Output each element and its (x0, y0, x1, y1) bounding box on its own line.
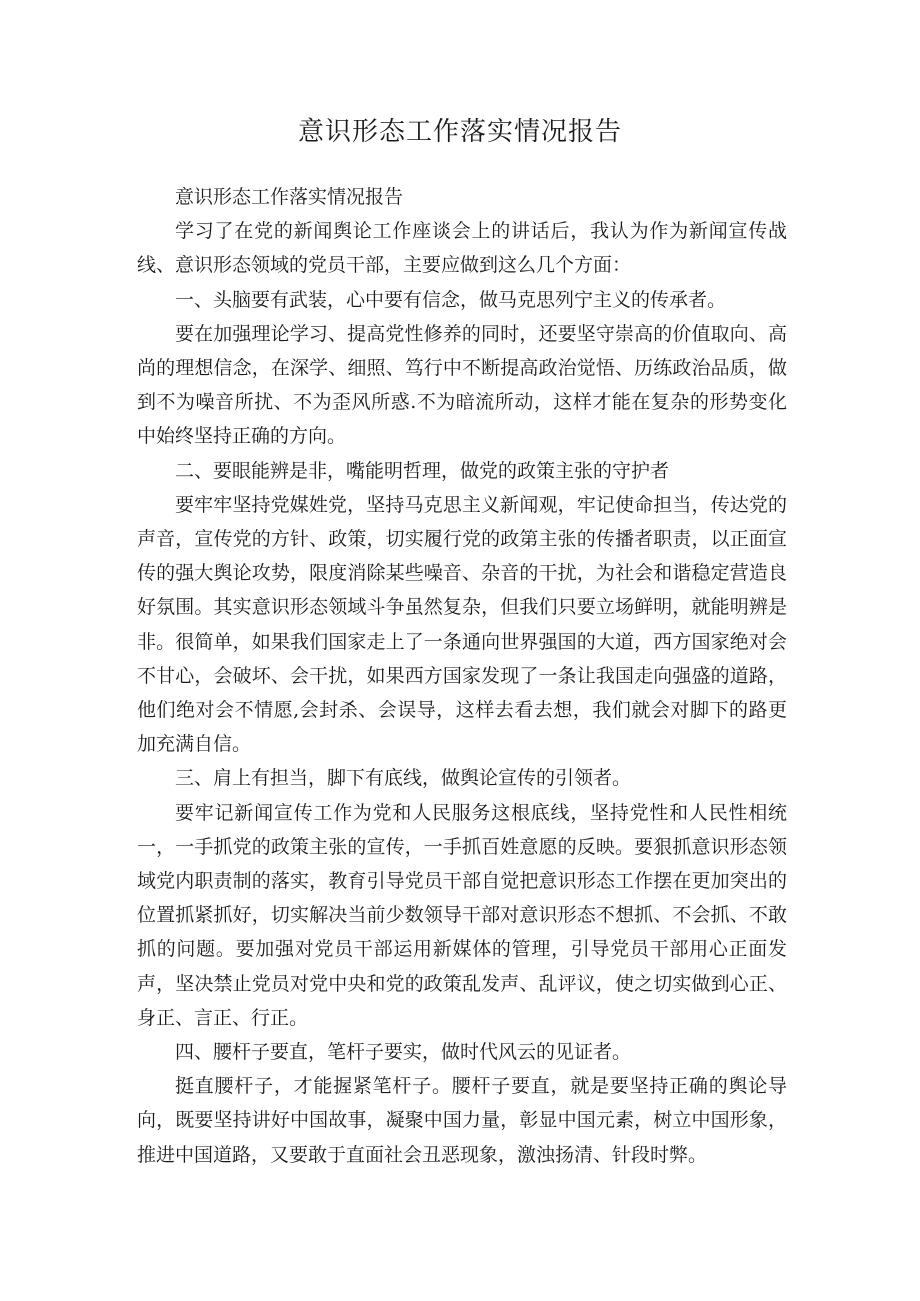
section-heading-3: 三、肩上有担当，脚下有底线，做舆论宣传的引领者。 (175, 767, 632, 790)
section-heading-1: 一、头脑要有武装，心中要有信念，做马克思列宁主义的传承者。 (175, 288, 727, 311)
paragraph-section-3: 要牢记新闻宣传工作为党和人民服务这根底线，坚持党性和人民性相统一，一手抓党的政策主张的宣传，一手抓百姓意愿的反映。要狠抓意识形态领域党内职责制的落实，教育引导党员干部自觉把意识形态工作摆在更加突出的位置抓紧抓好，切实解决当前少数领导干部对意识形态不想抓、不会抓、不敢抓的问题。要加强对党员干部运用新媒体的管理，引导党员干部用心正面发声，坚决禁止党员对党中央和党的政策乱发声、乱评议，使之切实做到心正、身正、言正、行正。 (137, 801, 787, 1029)
paragraph-section-1: 要在加强理论学习、提高党性修养的同时，还要坚守崇高的价值取向、高尚的理想信念，在深学、细照、笃行中不断提高政治觉悟、历练政治品质，做到不为噪音所扰、不为歪风所惑.不为暗流所动，这样才能在复杂的形势变化中始终坚持正确的方向。 (137, 322, 787, 448)
paragraph-section-2: 要牢牢坚持党媒姓党，坚持马克思主义新闻观，牢记使命担当，传达党的声音，宣传党的方针、政策，切实履行党的政第主张的传播者职责，以正面宣传的强大舆论攻势，限度消除某些噪音、杂音的干扰，为社会和谐稳定营造良好氛围。其实意识形态领域斗争虽然复杂，但我们只要立场鲜明，就能明辨是非。很简单，如果我们国家走上了一条通向世界强国的大道，西方国家绝对会不甘心，会破坏、会干扰，如果西方国家发现了一条让我国走向强盛的道路，他们绝对会不情愿,会封杀、会误导，这样去看去想，我们就会对脚下的路更加充满自信。 (137, 493, 787, 756)
document-title: 意识形态工作落实情况报告 (297, 117, 622, 147)
section-heading-4: 四、腰杆子要直，笔杆子要实，做时代风云的见证者。 (175, 1041, 632, 1064)
document-body (137, 180, 787, 1172)
paragraph-section-4: 挺直腰杆子，才能握紧笔杆子。腰杆子要直，就是要坚持正确的舆论导向，既要坚持讲好中国故事，凝聚中国力量，彰显中国元素，树立中国形象，推进中国道路，又要敢于直面社会丑恶现象，激浊扬清、针段时弊。 (137, 1075, 787, 1166)
paragraph-intro: 学习了在党的新闻舆论工作座谈会上的讲话后，我认为作为新闻宣传战线、意识形态领域的党员干部，主要应做到这么几个方面： (137, 220, 787, 277)
paragraph-subtitle: 意识形态工作落实情况报告 (175, 186, 404, 208)
section-heading-2: 二、要眼能辨是非，嘴能明哲理，做党的政策主张的守护者 (175, 459, 670, 482)
